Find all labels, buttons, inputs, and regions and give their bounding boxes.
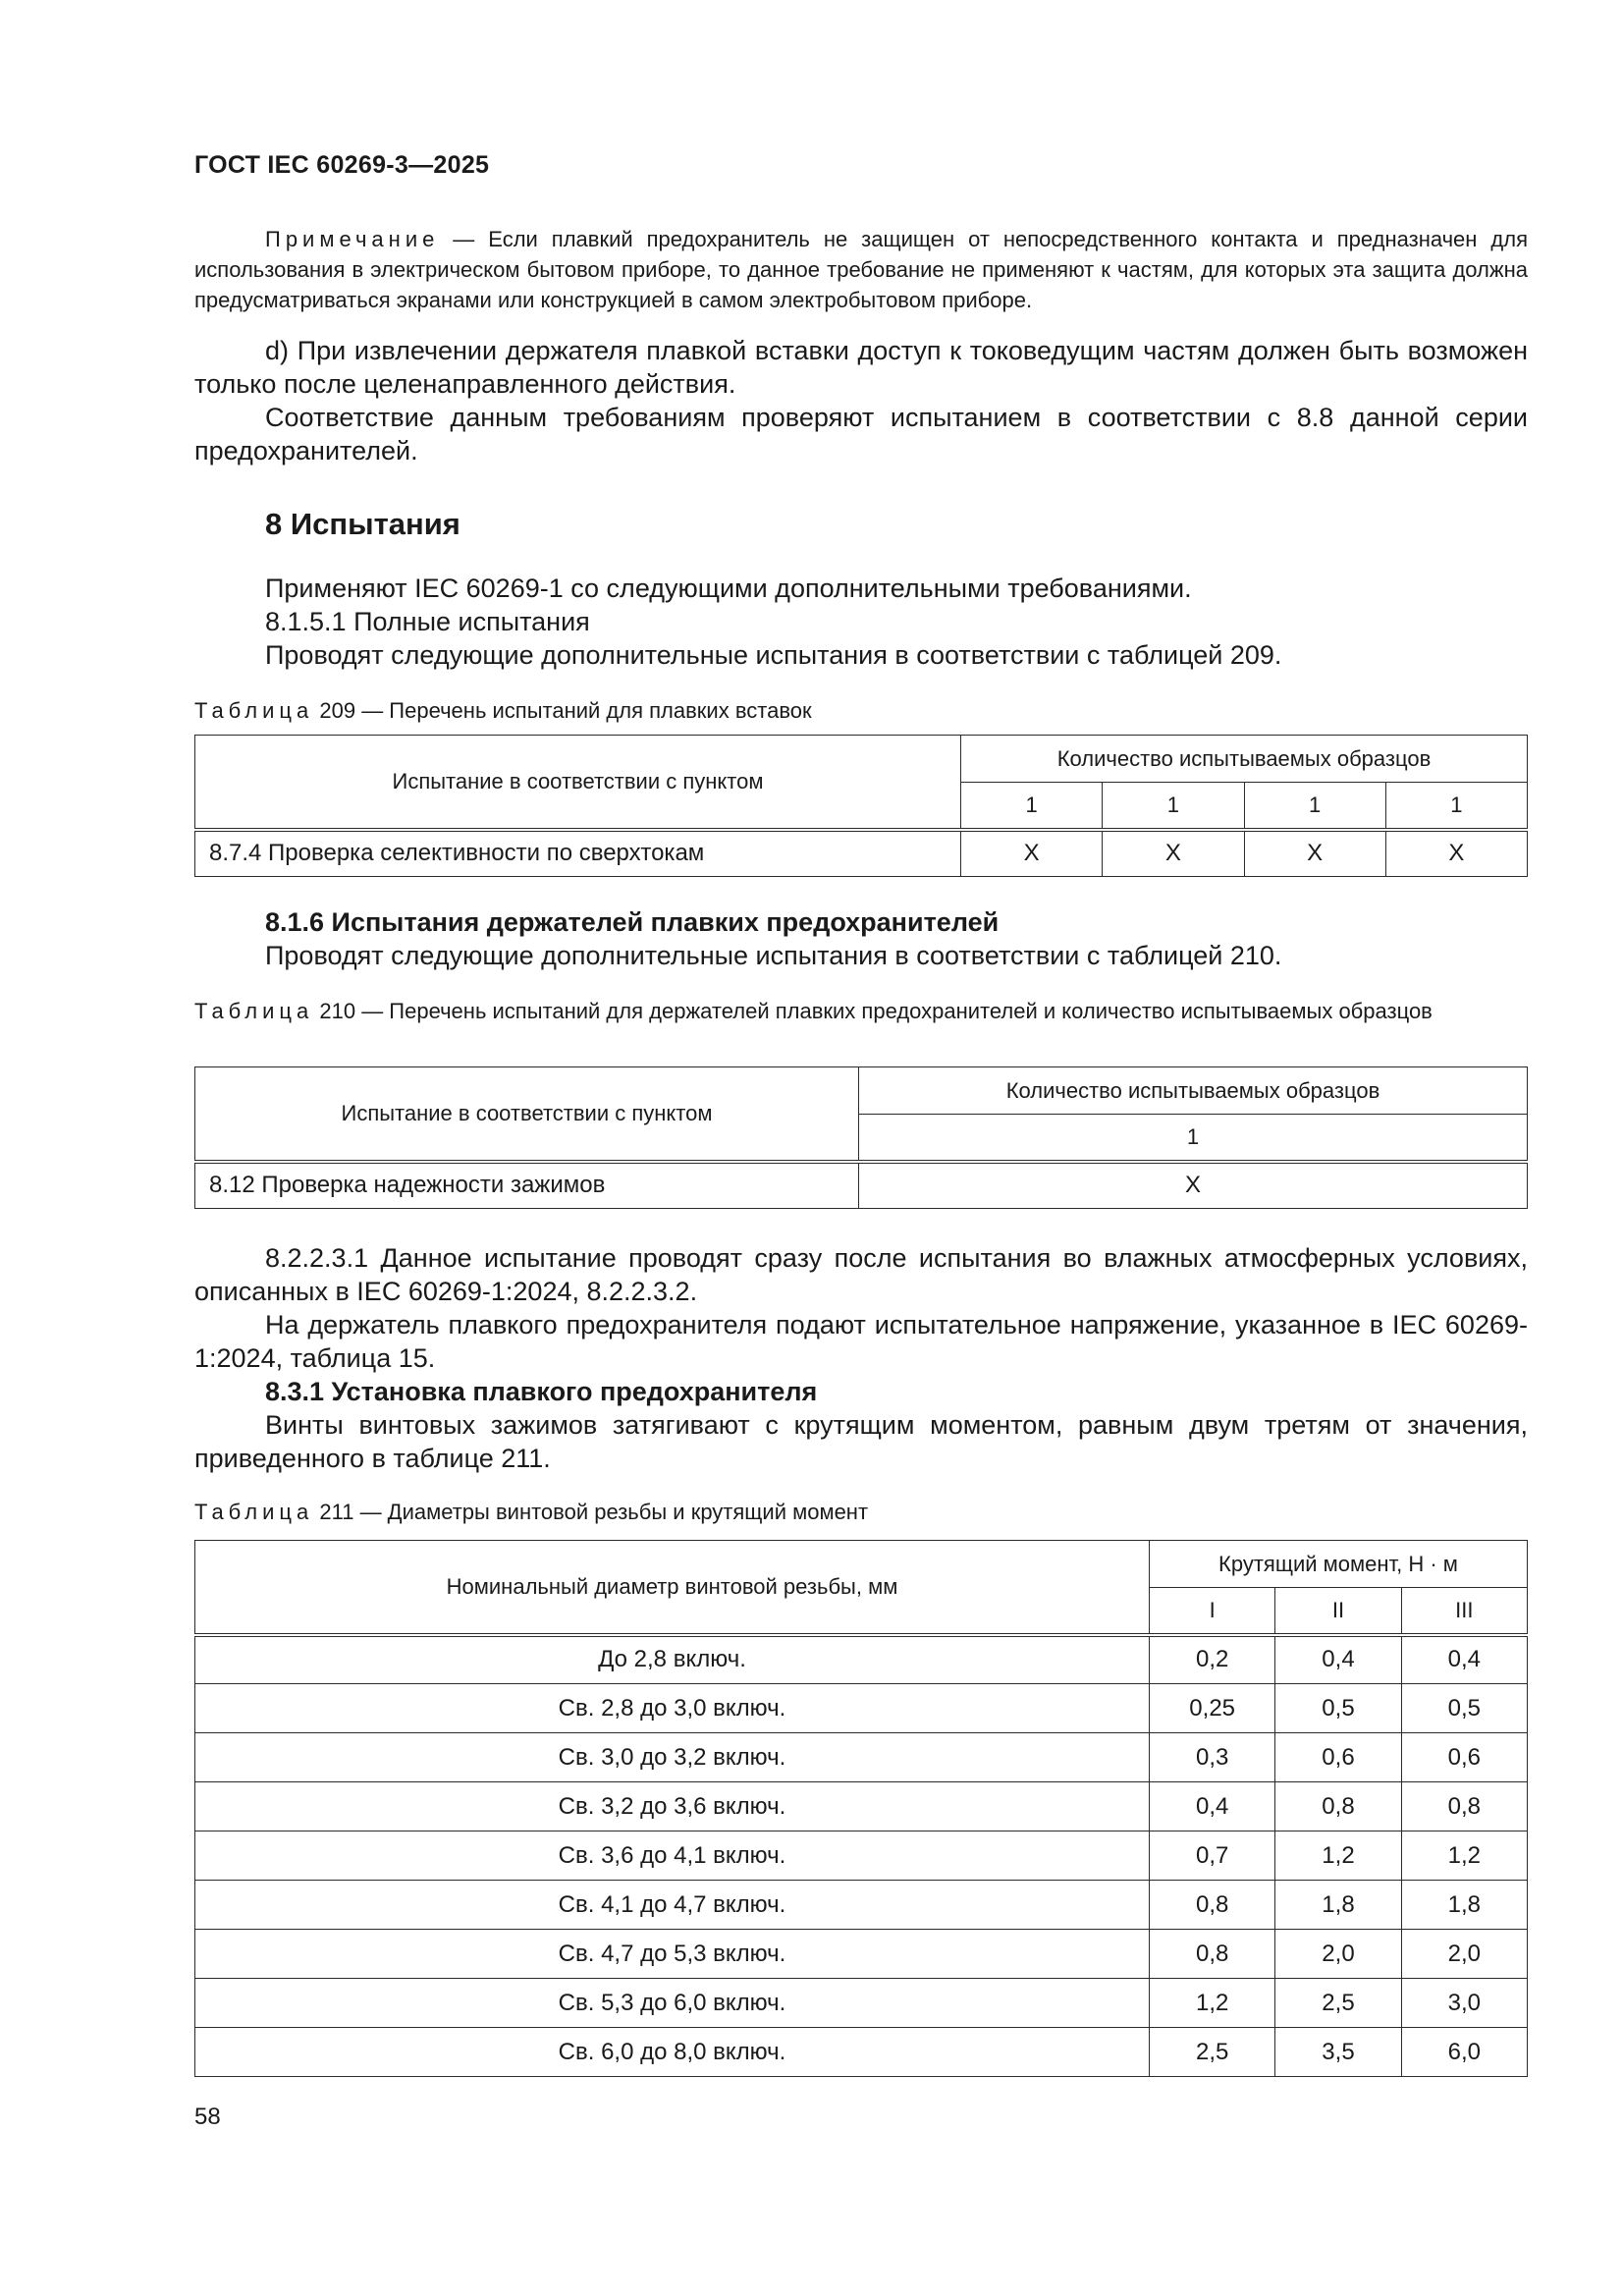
table-row <box>195 1979 1528 2028</box>
table-211-torque-cell: 2,5 <box>1150 2028 1275 2077</box>
section-816-title: 8.1.6 Испытания держателей плавких предохранителей <box>265 907 1000 937</box>
section-8-line-2: 8.1.5.1 Полные испытания <box>265 607 590 636</box>
table-211-torque-cell: 0,6 <box>1401 1733 1527 1782</box>
table-211-torque-cell: 0,4 <box>1150 1782 1275 1831</box>
table-211-head-diameter: Номинальный диаметр винтовой резьбы, мм <box>195 1541 1150 1635</box>
table-209-caption-text: 209 — Перечень испытаний для плавких вставок <box>313 698 812 723</box>
table-209-mark: X <box>1385 830 1527 877</box>
table-211-torque-cell: 0,8 <box>1150 1930 1275 1979</box>
table-211-sub: III <box>1401 1588 1527 1635</box>
table-209-mark: X <box>1103 830 1244 877</box>
note-text: — Если плавкий предохранитель не защищен от непосредственного контакта и предназначен для использования в электрическом бытовом приборе, то данное требование не применяют к частям, для которых эта защита должна предусматриваться экранами или конструкцией в самом электробытовом приборе. <box>194 227 1528 312</box>
table-211-torque-cell: 0,8 <box>1401 1782 1527 1831</box>
table-210-caption-text: 210 — Перечень испытаний для держателей плавких предохранителей и количество испытываемых образцов <box>313 999 1433 1023</box>
table-211-caption-text: 211 — Диаметры винтовой резьбы и крутящий момент <box>313 1500 869 1524</box>
table-211-sub: II <box>1275 1588 1401 1635</box>
table-row <box>195 1733 1528 1782</box>
table-210-mark: X <box>859 1162 1528 1209</box>
table-211-torque-cell: 1,2 <box>1150 1979 1275 2028</box>
table-209-sub: 1 <box>961 783 1103 830</box>
table-211-torque-cell: 0,5 <box>1401 1684 1527 1733</box>
page-number: 58 <box>194 2104 221 2130</box>
table-211-torque-cell: 1,8 <box>1275 1881 1401 1930</box>
table-211-sub: I <box>1150 1588 1275 1635</box>
table-210-head-qty: Количество испытываемых образцов <box>859 1067 1528 1115</box>
table-211-torque-cell: 0,7 <box>1150 1831 1275 1881</box>
paragraph-8-2-2-3-1: 8.2.2.3.1 Данное испытание проводят сразу после испытания во влажных атмосферных условиях, описанных в IEC 60269-1:2024, 8.2.2.3.2. <box>194 1243 1528 1306</box>
table-210-test-cell: 8.12 Проверка надежности зажимов <box>195 1162 859 1209</box>
table-211-diameter-cell: Св. 6,0 до 8,0 включ. <box>195 2028 1150 2077</box>
table-210-caption-label: Таблица <box>194 999 314 1023</box>
table-211-caption <box>194 1497 1528 1527</box>
table-209 <box>194 735 1528 877</box>
table-211-torque-cell: 0,25 <box>1150 1684 1275 1733</box>
table-211-diameter-cell: Св. 2,8 до 3,0 включ. <box>195 1684 1150 1733</box>
note-label: Примечание <box>265 227 440 251</box>
table-209-sub: 1 <box>1244 783 1385 830</box>
table-211-diameter-cell: Св. 3,6 до 4,1 включ. <box>195 1831 1150 1881</box>
section-831-text: Винты винтовых зажимов затягивают с крутящим моментом, равным двум третям от значения, приведенного в таблице 211. <box>194 1410 1528 1473</box>
table-211-torque-cell: 6,0 <box>1401 2028 1527 2077</box>
table-row <box>195 1162 1528 1209</box>
table-209-caption <box>194 695 1528 726</box>
table-211-torque-cell: 3,5 <box>1275 2028 1401 2077</box>
section-831-title: 8.3.1 Установка плавкого предохранителя <box>265 1377 818 1406</box>
table-211-diameter-cell: Св. 5,3 до 6,0 включ. <box>195 1979 1150 2028</box>
paragraph-conformity: Соответствие данным требованиям проверяют испытанием в соответствии с 8.8 данной серии предохранителей. <box>194 403 1528 465</box>
table-211-torque-cell: 0,4 <box>1401 1635 1527 1684</box>
section-816-line: Проводят следующие дополнительные испытания в соответствии с таблицей 210. <box>265 941 1282 970</box>
table-211-torque-cell: 0,5 <box>1275 1684 1401 1733</box>
paragraph-test-voltage: На держатель плавкого предохранителя подают испытательное напряжение, указанное в IEC 60269-1:2024, таблица 15. <box>194 1310 1528 1373</box>
table-211-body <box>195 1635 1528 2077</box>
table-211-torque-cell: 3,0 <box>1401 1979 1527 2028</box>
table-211-torque-cell: 0,2 <box>1150 1635 1275 1684</box>
table-209-mark: X <box>961 830 1103 877</box>
section-8-title: 8 Испытания <box>265 507 460 541</box>
table-211-torque-cell: 2,0 <box>1401 1930 1527 1979</box>
table-211-torque-cell: 2,0 <box>1275 1930 1401 1979</box>
table-211-torque-cell: 0,3 <box>1150 1733 1275 1782</box>
document-header: ГОСТ IEC 60269-3—2025 <box>194 151 490 179</box>
table-209-head-qty: Количество испытываемых образцов <box>961 736 1528 783</box>
note-paragraph <box>194 224 1528 315</box>
table-row <box>195 1782 1528 1831</box>
table-211-diameter-cell: Св. 3,2 до 3,6 включ. <box>195 1782 1150 1831</box>
table-row <box>195 1930 1528 1979</box>
table-209-mark: X <box>1244 830 1385 877</box>
table-209-sub: 1 <box>1103 783 1244 830</box>
table-210-head-test: Испытание в соответствии с пунктом <box>195 1067 859 1162</box>
table-210 <box>194 1066 1528 1209</box>
table-211-torque-cell: 1,8 <box>1401 1881 1527 1930</box>
table-211-caption-label: Таблица <box>194 1500 314 1524</box>
table-211-diameter-cell: Св. 3,0 до 3,2 включ. <box>195 1733 1150 1782</box>
table-211-diameter-cell: До 2,8 включ. <box>195 1635 1150 1684</box>
table-211 <box>194 1540 1528 2077</box>
table-210-sub: 1 <box>859 1115 1528 1162</box>
table-211-diameter-cell: Св. 4,7 до 5,3 включ. <box>195 1930 1150 1979</box>
section-8-line-1: Применяют IEC 60269-1 со следующими дополнительными требованиями. <box>265 574 1192 603</box>
table-211-torque-cell: 0,8 <box>1150 1881 1275 1930</box>
table-211-torque-cell: 0,8 <box>1275 1782 1401 1831</box>
table-211-diameter-cell: Св. 4,1 до 4,7 включ. <box>195 1881 1150 1930</box>
section-8-line-3: Проводят следующие дополнительные испытания в соответствии с таблицей 209. <box>265 640 1282 670</box>
table-row <box>195 1635 1528 1684</box>
table-row <box>195 1684 1528 1733</box>
table-211-torque-cell: 0,4 <box>1275 1635 1401 1684</box>
table-209-sub: 1 <box>1385 783 1527 830</box>
table-209-test-cell: 8.7.4 Проверка селективности по сверхтокам <box>195 830 961 877</box>
table-211-torque-cell: 1,2 <box>1401 1831 1527 1881</box>
table-209-caption-label: Таблица <box>194 698 314 723</box>
table-row <box>195 830 1528 877</box>
table-row <box>195 2028 1528 2077</box>
table-211-head-torque: Крутящий момент, Н · м <box>1150 1541 1528 1588</box>
table-211-torque-cell: 1,2 <box>1275 1831 1401 1881</box>
paragraph-d: d) При извлечении держателя плавкой вставки доступ к токоведущим частям должен быть возможен только после целенаправленного действия. <box>194 336 1528 399</box>
table-row <box>195 1831 1528 1881</box>
table-211-torque-cell: 0,6 <box>1275 1733 1401 1782</box>
table-209-head-test: Испытание в соответствии с пунктом <box>195 736 961 830</box>
table-210-caption <box>194 996 1528 1026</box>
table-row <box>195 1881 1528 1930</box>
table-211-torque-cell: 2,5 <box>1275 1979 1401 2028</box>
